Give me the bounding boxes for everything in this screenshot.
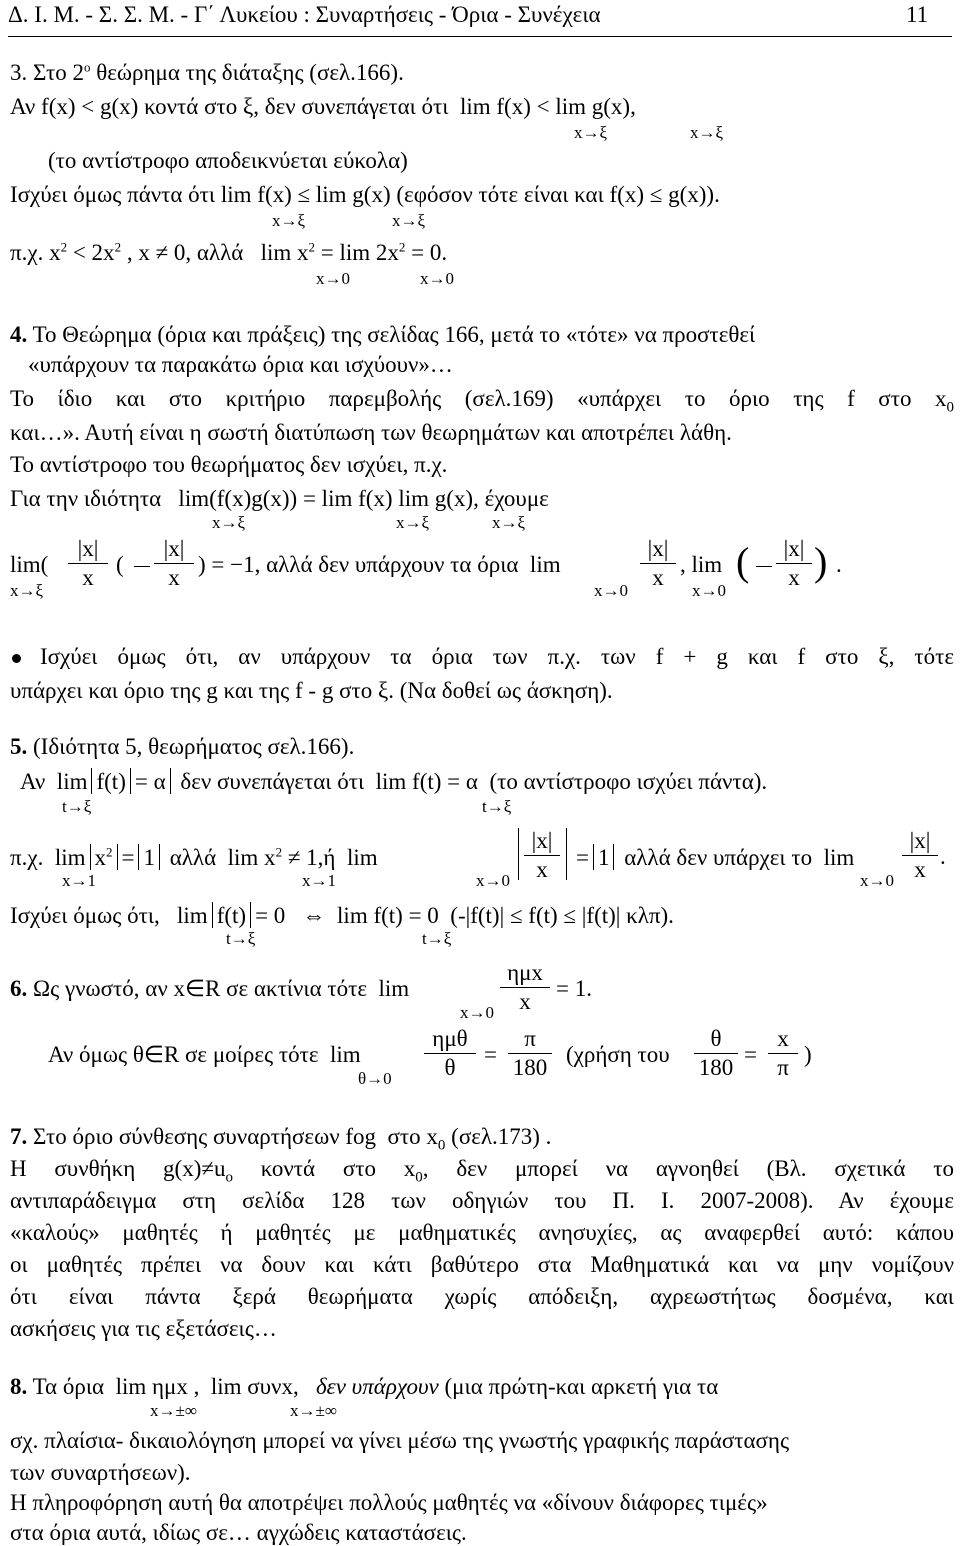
section-6-usage: (χρήση του xyxy=(566,1042,670,1067)
section-5-line2: Ισχύει όμως ότι, lim f(t) = 0 ⇔ lim f(t) = 0 (-|f(t)| ≤ f(t) ≤ |f(t)| κλπ). xyxy=(10,903,674,928)
minus-sign xyxy=(756,566,772,567)
section-7-line3: αντιπαράδειγμα στη σελίδα 128 των οδηγιών του Π. Ι. 2007-2008). Αν έχουμε xyxy=(10,1188,954,1213)
section-8-line3: των συναρτήσεων). xyxy=(10,1460,191,1485)
fraction-theta-over-180: θ 180 xyxy=(694,1026,738,1081)
fraction-sin-x-over-x: ημx x xyxy=(500,960,550,1015)
section-8-line5: στα όρια αυτά, ιδίως σε… αγχώδεις καταστάσεις. xyxy=(10,1520,467,1545)
section-6-eq3: = xyxy=(744,1042,757,1067)
limit-subscript: x→±∞ xyxy=(290,1401,337,1420)
section-4-line2: «υπάρχουν τα παρακάτω όρια και ισχύουν»… xyxy=(28,352,453,377)
limit-subscript: t→ξ xyxy=(422,929,452,948)
limit-subscript: t→ξ xyxy=(62,797,92,816)
section-3-line2: (το αντίστροφο αποδεικνύεται εύκολα) xyxy=(48,148,408,173)
section-3-heading: 3. Στο $2^o$ θεώρημα της διάταξης (σελ.166). xyxy=(10,59,404,85)
limit-subscript: x→0 xyxy=(316,269,350,288)
fraction-sin-theta-over-theta: ημθ θ xyxy=(424,1026,476,1081)
bullet-dot xyxy=(12,654,21,663)
section-4-line1: 4. Το Θεώρημα (όρια και πράξεις) της σελίδας 166, μετά το «τότε» να προστεθεί xyxy=(10,322,756,347)
limit-subscript: x→ξ xyxy=(392,211,426,230)
abs-bar xyxy=(566,828,567,880)
section-8-line2: σχ. πλαίσια- δικαιολόγηση μπορεί να γίνει μέσω της γνωστής γραφικής παράστασης xyxy=(10,1428,790,1453)
limit-subscript: x→0 xyxy=(460,1003,494,1022)
section-3-example: π.χ. $x^2 < 2x^2$ , x ≠ 0, αλλά $\lim x^2 = \lim 2x^2 = 0$. xyxy=(10,239,448,265)
limit-subscript: x→ξ xyxy=(690,123,724,142)
section-6-eq2: = xyxy=(484,1042,497,1067)
limit-subscript: x→ξ xyxy=(212,513,246,532)
section-7-line4: «καλούς» μαθητές ή μαθητές με μαθηματικές ανησυχίες, ας αναφερθεί αυτό: κάπου xyxy=(10,1220,954,1245)
page-header-title: Δ. Ι. Μ. - Σ. Σ. Μ. - Γ΄ Λυκείου : Συναρτήσεις - Όρια - Συνέχεια xyxy=(8,2,601,27)
formula-big-paren: ( xyxy=(736,539,750,584)
limit-subscript: x→0 xyxy=(476,871,510,890)
fraction-abs-x-over-x: |x| x xyxy=(640,536,676,591)
limit-subscript: x→0 xyxy=(420,269,454,288)
limit-subscript: x→ξ xyxy=(574,123,608,142)
fraction-x-over-pi: x π xyxy=(768,1026,798,1081)
section-4-line3: Το ίδιο και στο κριτήριο παρεμβολής (σελ.169) «υπάρχει το όριο της f στο $x_0$ xyxy=(10,386,954,416)
abs-bar xyxy=(518,828,519,880)
limit-subscript: x→1 xyxy=(62,871,96,890)
fraction-pi-over-180: π 180 xyxy=(508,1026,552,1081)
section-5-example-b: = 1 αλλά δεν υπάρχει το lim xyxy=(576,845,855,870)
section-7-line5: οι μαθητές πρέπει να δουν και κάτι βαθύτερο στα Μαθηματικά και να μην νομίζουν xyxy=(10,1252,954,1277)
formula-paren: ( xyxy=(116,552,124,577)
fraction-abs-x-over-x: |x| x xyxy=(776,536,812,591)
section-7-line2: Η συνθήκη $g(x)\ne u_o$ κοντά στο $x_0$, δεν μπορεί να αγνοηθεί (Βλ. σχετικά το xyxy=(10,1156,954,1186)
formula-period: . xyxy=(836,552,842,577)
section-6-eq1: = 1. xyxy=(556,976,592,1001)
limit-subscript: t→ξ xyxy=(482,797,512,816)
limit-subscript: t→ξ xyxy=(226,929,256,948)
limit-subscript: x→±∞ xyxy=(150,1401,197,1420)
fraction-abs-x-over-x: |x| x xyxy=(524,828,560,883)
section-6-line2: Αν όμως θ∈R σε μοίρες τότε lim xyxy=(48,1042,361,1067)
section-7-line7: ασκήσεις για τις εξετάσεις… xyxy=(10,1316,277,1341)
section-4-line4: και…». Αυτή είναι η σωστή διατύπωση των θεωρημάτων και αποτρέπει λάθη. xyxy=(10,420,732,445)
section-8-line4: Η πληροφόρηση αυτή θα αποτρέψει πολλούς μαθητές να «δίνουν διάφορες τιμές» xyxy=(10,1490,768,1515)
section-6-line1: 6. Ως γνωστό, αν x∈R σε ακτίνια τότε lim xyxy=(10,976,410,1001)
section-5-period: . xyxy=(940,844,946,869)
section-4-bullet-line2: υπάρχει και όριο της g και της f - g στο ξ. (Να δοθεί ως άσκηση). xyxy=(10,678,613,703)
section-4-bullet-line1: Ισχύει όμως ότι, αν υπάρχουν τα όρια των π.χ. των f + g και f στο ξ, τότε xyxy=(40,644,954,669)
section-7-line6: ότι είναι πάντα ξερά θεωρήματα χωρίς απόδειξη, αχρεωστήτως δοσμένα, και xyxy=(10,1284,954,1309)
formula-rest: ) = −1, αλλά δεν υπάρχουν τα όρια lim xyxy=(198,552,561,577)
limit-subscript: x→1 xyxy=(302,871,336,890)
section-8-line1: 8. Τα όρια lim ημx , lim συνx, δεν υπάρχουν (μια πρώτη-και αρκετή για τα xyxy=(10,1374,719,1399)
section-3-line3: Ισχύει όμως πάντα ότι lim f(x) ≤ lim g(x) (εφόσον τότε είναι και f(x) ≤ g(x)). xyxy=(10,182,720,207)
page-number: 11 xyxy=(906,2,929,27)
minus-sign xyxy=(134,566,150,567)
limit-subscript: x→ξ xyxy=(492,513,526,532)
fraction-abs-x-over-x: |x| x xyxy=(902,828,938,883)
section-3-line1: Αν f(x) < g(x) κοντά στο ξ, δεν συνεπάγεται ότι lim f(x) < lim g(x), xyxy=(10,94,636,119)
limit-subscript: x→0 xyxy=(692,581,726,600)
section-7-line1: 7. Στο όριο σύνθεσης συναρτήσεων fog στο $x_0$ (σελ.173) . xyxy=(10,1124,552,1154)
header-rule xyxy=(8,36,952,37)
limit-subscript: x→0 xyxy=(594,581,628,600)
section-6-close: ) xyxy=(804,1042,812,1067)
limit-subscript: x→ξ xyxy=(396,513,430,532)
section-5-heading: 5. (Ιδιότητα 5, θεωρήματος σελ.166). xyxy=(10,734,355,759)
limit-subscript: x→ξ xyxy=(10,581,44,600)
formula-lim: lim( xyxy=(10,552,49,577)
fraction-abs-x-over-x: |x| x xyxy=(68,536,108,591)
formula-lim-2: , lim xyxy=(680,552,723,577)
limit-subscript: x→ξ xyxy=(272,211,306,230)
section-4-line5: Το αντίστροφο του θεωρήματος δεν ισχύει, π.χ. xyxy=(10,452,448,477)
section-5-line1: Αν lim f(t) = α δεν συνεπάγεται ότι lim f(t) = α (το αντίστροφο ισχύει πάντα). xyxy=(20,769,768,794)
limit-subscript: θ→0 xyxy=(358,1069,392,1088)
fraction-abs-x-over-x: |x| x xyxy=(154,536,194,591)
formula-big-paren-close: ) xyxy=(814,539,828,584)
section-5-example-a: π.χ. $\lim x^2 = 1$ αλλά $\lim x^2 \ne 1,ή$ lim xyxy=(10,844,378,870)
section-4-line6: Για την ιδιότητα lim(f(x)g(x)) = lim f(x) lim g(x), έχουμε xyxy=(10,486,549,511)
limit-subscript: x→0 xyxy=(860,871,894,890)
